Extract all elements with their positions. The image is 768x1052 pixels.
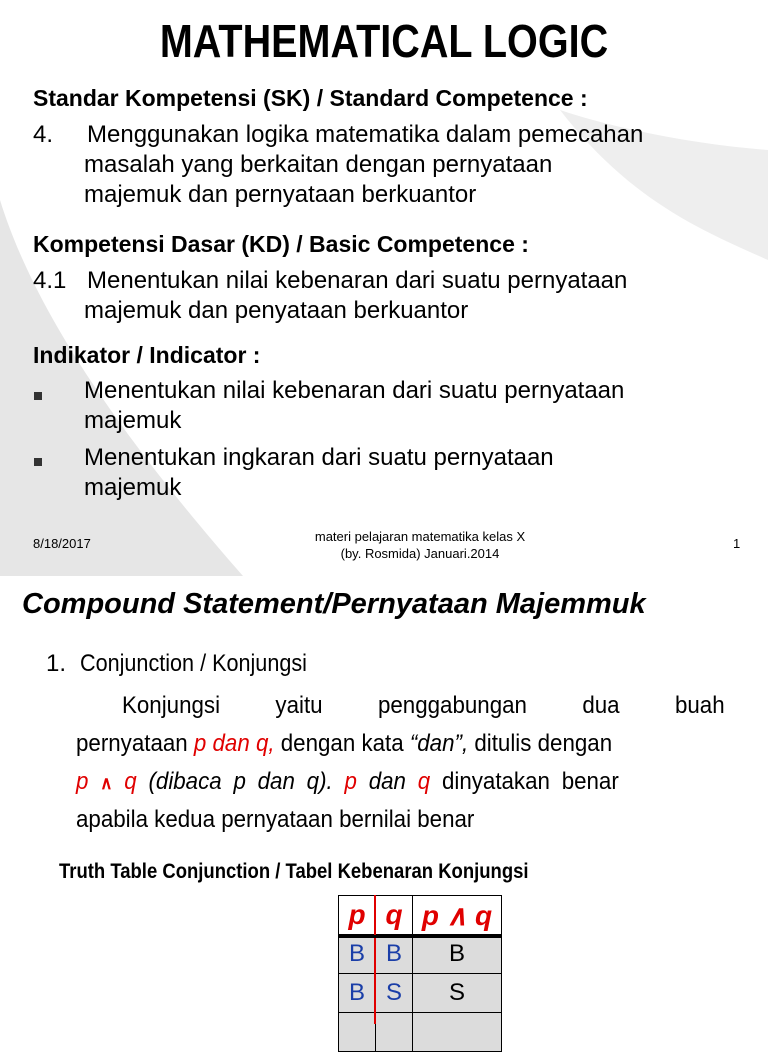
text: dengan kata	[274, 730, 410, 757]
sk-line-1: Menggunakan logika matematika dalam pemecahan	[87, 121, 644, 148]
cell: B	[339, 974, 376, 1013]
paragraph-line-3	[76, 767, 723, 798]
red-column-divider	[374, 895, 376, 1024]
bullet-square-icon	[34, 458, 42, 466]
sk-line-3: majemuk dan pernyataan berkuantor	[84, 181, 477, 208]
header-divider	[338, 935, 501, 938]
table-caption: Truth Table Conjunction / Tabel Kebenaran Konjungsi	[59, 860, 529, 883]
table-row	[339, 974, 502, 1013]
table-header-row	[339, 896, 502, 935]
footer-center-line-2: (by. Rosmida) Januari.2014	[340, 546, 500, 561]
item-label: Conjunction / Konjungsi	[80, 650, 307, 677]
indicator-heading: Indikator / Indicator :	[33, 342, 261, 368]
cell	[413, 1013, 502, 1052]
text: pernyataan	[76, 730, 194, 757]
wedge-symbol: ∧	[100, 773, 113, 793]
paragraph-line-4: apabila kedua pernyataan bernilai benar	[76, 806, 475, 833]
table-row	[339, 935, 502, 974]
cell: S	[413, 974, 502, 1013]
cell: S	[376, 974, 413, 1013]
cell: B	[339, 935, 376, 974]
cell: B	[376, 935, 413, 974]
text: ditulis dengan	[468, 730, 613, 757]
cell	[339, 1013, 376, 1052]
sk-line-2: masalah yang berkaitan dengan pernyataan	[84, 151, 553, 178]
footer-center	[230, 528, 610, 562]
footer-center-line-1: materi pelajaran matematika kelas X	[314, 529, 526, 544]
indicator-1-line-2: majemuk	[84, 407, 182, 434]
red-text: p	[344, 768, 357, 795]
sk-number: 4.	[33, 121, 54, 148]
sk-heading: Standar Kompetensi (SK) / Standard Competence :	[33, 85, 588, 111]
footer-page-number: 1	[733, 536, 741, 551]
italic-text: dan	[368, 768, 406, 795]
paragraph-line-2	[76, 729, 723, 759]
header-q: q	[376, 896, 413, 935]
footer-date: 8/18/2017	[33, 536, 91, 551]
truth-table	[338, 895, 502, 1052]
red-text: p dan q,	[193, 730, 275, 757]
indicator-2-line-2: majemuk	[84, 474, 182, 501]
kd-line-2: majemuk dan penyataan berkuantor	[84, 297, 469, 324]
paragraph-line-1: Konjungsi yaitu penggabungan dua buah	[122, 692, 725, 719]
header-p-and-q: p ∧ q	[413, 896, 502, 935]
item-number: 1.	[46, 650, 67, 677]
kd-number: 4.1	[33, 267, 67, 294]
cell	[376, 1013, 413, 1052]
table-row-partial	[339, 1013, 502, 1052]
italic-text: (dibaca p dan q).	[148, 768, 333, 795]
red-text: p	[76, 768, 89, 795]
italic-text: “dan”,	[409, 730, 469, 757]
slide-2-title: Compound Statement/Pernyataan Majemmuk	[22, 588, 646, 620]
slide-title: MATHEMATICAL LOGIC	[159, 15, 609, 67]
kd-heading: Kompetensi Dasar (KD) / Basic Competence :	[33, 231, 529, 257]
text: dinyatakan benar	[441, 768, 619, 795]
red-text: q	[417, 768, 431, 795]
cell: B	[413, 935, 502, 974]
bullet-square-icon	[34, 392, 42, 400]
kd-line-1: Menentukan nilai kebenaran dari suatu pernyataan	[87, 267, 628, 294]
indicator-2-line-1: Menentukan ingkaran dari suatu pernyataan	[84, 444, 554, 471]
header-p: p	[339, 896, 376, 935]
red-text: q	[124, 768, 137, 795]
indicator-1-line-1: Menentukan nilai kebenaran dari suatu pernyataan	[84, 377, 625, 404]
